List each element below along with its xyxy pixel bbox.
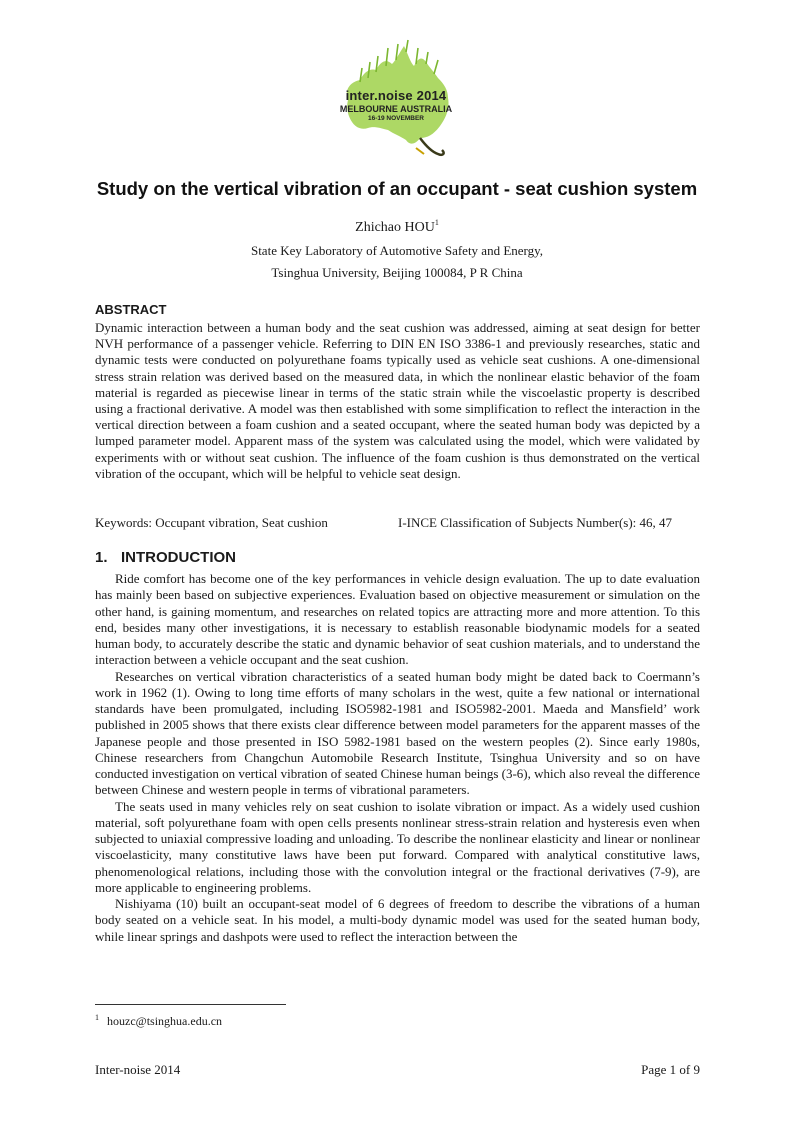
paragraph: The seats used in many vehicles rely on seat cushion to isolate vibration or impact. As a widely used cushion material, soft polyurethane foam with open cells presents nonlinear stress-strain relation and hysteresis even when subjected to uniaxial compressive loading and unloading. To describe the nonlinear elasticity and linear or nonlinear viscoelasticity, many constitutive laws have been put forward. Compared with analytical constitutive laws, phenomenological relations, including those with the convolution integral or the fractional derivatives (7-9), are more applicable to engineering problems. <box>95 798 700 895</box>
conference-logo <box>330 38 460 160</box>
introduction-body <box>95 571 700 945</box>
paragraph: Nishiyama (10) built an occupant-seat model of 6 degrees of freedom to describe the vibrations of a human body seated on a vehicle seat. In his model, a multi-body dynamic model was used for the seated human body, while linear springs and dashpots were used to reflect the interaction between the <box>95 896 700 944</box>
paper-title: Study on the vertical vibration of an occupant - seat cushion system <box>96 178 698 199</box>
section-number: 1. <box>95 549 108 566</box>
logo-title: inter.noise 2014 <box>345 88 447 103</box>
footnote-marker: 1 <box>95 1013 99 1022</box>
classification: I-INCE Classification of Subjects Number(s): 46, 47 <box>398 515 673 530</box>
logo-dates: 16-19 NOVEMBER <box>368 115 424 122</box>
author <box>0 218 794 236</box>
abstract-text: Dynamic interaction between a human body and the seat cushion was addressed, aiming at seat design for better NVH performance of a passenger vehicle. Referring to DIN EN ISO 3386-1 and previously researches, static and dynamic tests were conducted on polyurethane foams typically used as vehicle seat cushions. A one-dimensional stress strain relation was derived based on the measured data, in which the nonlinear elastic behavior of the foam material is regarded as piecewise linear in terms of the static strain while the viscoelastic property is described using a fractional derivative. A model was then established with some simplification to reflect the interaction in the vertical direction between a foam cushion and a seated occupant, where the seated human body was depicted by a lumped parameter model. Apparent mass of the system was calculated using the model, which were validated by experiments with or without seat cushion. The influence of the foam cushion is thus demonstrated on the vertical vibration of the occupant, which will be helpful to vehicle seat design. <box>95 320 700 481</box>
affiliation-line-2: Tsinghua University, Beijing 100084, P R China <box>271 265 523 280</box>
affiliation-line-1: State Key Laboratory of Automotive Safety and Energy, <box>250 243 544 258</box>
keywords: Keywords: Occupant vibration, Seat cushion <box>95 515 328 530</box>
author-footnote-marker: 1 <box>434 218 439 227</box>
paragraph: Researches on vertical vibration characteristics of a seated human body might be dated back to Coermann’s work in 1962 (1). Owing to long time efforts of many scholars in the west, quite a few national or international standards have been promulgated, including ISO5982-1981 and ISO5982-2001. Maeda and Mansfield’ work published in 2005 shows that there exists clear difference between model parameters for the apparent masses of the Japanese people and those presented in ISO 5982-1981 based on the western peoples (2). Since early 1980s, Chinese researchers from Changchun Automobile Research Institute, Tsinghua University and so on have conducted investigation on vertical vibration of seated Chinese human beings (3-6), which also reveal the difference between Chinese and western people in terms of vibrational parameters. <box>95 668 700 798</box>
footer-conference: Inter-noise 2014 <box>95 1062 181 1077</box>
abstract-heading: ABSTRACT <box>95 302 167 317</box>
author-name: Zhichao HOU <box>355 220 435 235</box>
paragraph: Ride comfort has become one of the key performances in vehicle design evaluation. The up to date evaluation has mainly been based on subjective experiences. Evaluation based on objective measurement or simulation on the other hand, is gaining momentum, and researches on related topics are attracting more and more attention. To this end, besides many other investigations, it is necessary to establish reasonable biodynamic models for a seated human body, to accurately describe the static and dynamic behavior of seat cushion materials, and to understand the interaction between a vehicle occupant and the seat cushion. <box>95 571 700 668</box>
footnote <box>95 1013 222 1029</box>
footer-page-number: Page 1 of 9 <box>641 1062 700 1077</box>
section-heading-introduction <box>95 549 236 566</box>
logo-location: MELBOURNE AUSTRALIA <box>339 104 453 114</box>
footnote-email: houzc@tsinghua.edu.cn <box>107 1014 223 1028</box>
section-title: INTRODUCTION <box>121 549 236 566</box>
footnote-divider <box>95 1004 286 1005</box>
